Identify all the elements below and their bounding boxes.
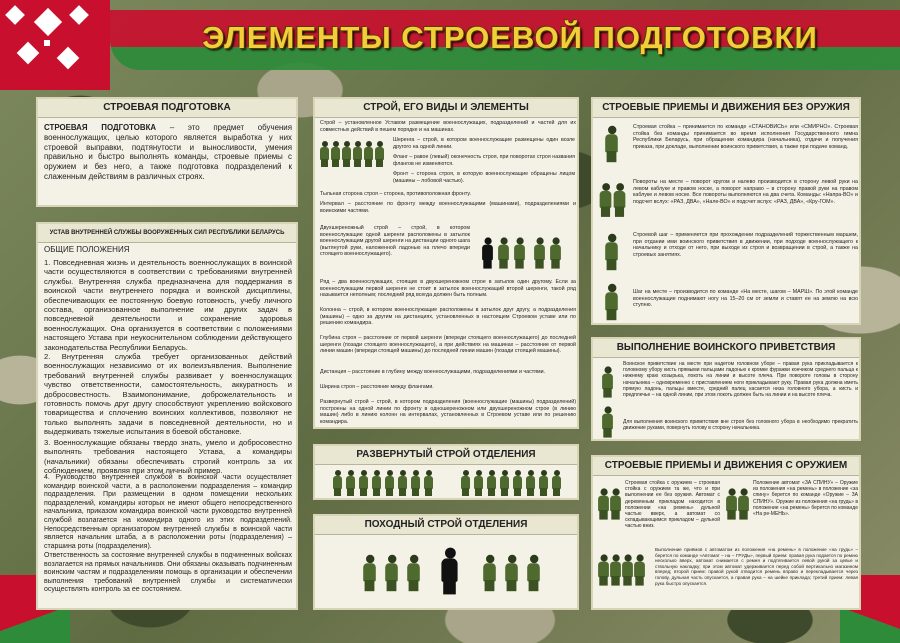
soldier-icon	[364, 141, 373, 167]
panel-title: ПОХОДНЫЙ СТРОЙ ОТДЕЛЕНИЯ	[315, 516, 577, 535]
soldier-icon	[385, 470, 394, 496]
soldier-icon	[514, 237, 525, 268]
soldier-icon	[614, 183, 626, 217]
soldier-icon	[375, 141, 384, 167]
soldier-icon	[505, 555, 518, 591]
panel-formation-types	[313, 97, 579, 429]
text-step-in-place: Шаг на месте – производится по команде «На месте, шагом – МАРШ». По этой команде военнослужащие поднимают ногу на 15–20 см от земли и ставят ее на землю на всю ступню.	[633, 289, 858, 308]
soldier-icon	[550, 237, 561, 268]
panel-title: ВЫПОЛНЕНИЕ ВОИНСКОГО ПРИВЕТСТВИЯ	[593, 339, 859, 358]
soldier-icon	[539, 470, 548, 496]
soldier-icon	[527, 555, 540, 591]
soldier-icon	[407, 555, 420, 591]
soldier-icon	[372, 470, 381, 496]
soldier-with-rifle-icon	[726, 488, 737, 519]
soldier-with-rifle-icon	[634, 554, 645, 585]
belarus-ornament-icon	[0, 0, 110, 90]
soldier-icon	[346, 470, 355, 496]
deployed-figures	[333, 470, 573, 498]
rank-figures	[320, 141, 388, 169]
section-subtitle: ОБЩИЕ ПОЛОЖЕНИЯ	[44, 245, 130, 254]
soldier-with-rifle-icon	[622, 554, 633, 585]
paragraph-1: 1. Повседневная жизнь и деятельность военнослужащих в воинской части осуществляются в соответствии с требованиями внутренней службы. Внутренняя служба предназначена для поддержания в воинской части внутреннего порядка и воинской дисциплины, обеспечивающих ее постоянную боевую готовность, учебу личного состава, организованное выполнение им других задач в повседневной деятельности и сохранение здоровья военнослужащих. Она организуется в соответствии с положениями настоящего Устава при неукоснительном соблюдении действующего законодательства Республики Беларусь.	[44, 258, 292, 352]
soldier-icon	[363, 555, 376, 591]
text-depth: Глубина строя – расстояние от первой шеренги (впереди стоящего военнослужащего) до последней шеренги (позади стоящего военнослужащего), а при действиях на машинах – расстояние от первой линии машин (впереди стоящей машины) до последней линии машин (позади стоящей машины).	[320, 335, 576, 354]
poster-title: ЭЛЕМЕНТЫ СТРОЕВОЙ ПОДГОТОВКИ	[202, 20, 818, 55]
text-rank: Шеренга – строй, в котором военнослужащие размещены один возле другого на одной линии.	[393, 137, 575, 150]
soldier-icon	[424, 470, 433, 496]
soldier-with-rifle-icon	[598, 488, 609, 519]
soldier-icon	[552, 470, 561, 496]
text-rear-side: Тыльная сторона строя – сторона, противоположная фронту.	[320, 191, 471, 197]
text-row: Ряд – два военнослужащих, стоящих в двухшереножном строе в затылок один другому. Если за военнослужащим первой шеренги не стоит в затылок военнослужащий второй шеренги, такой ряд называется неполным; последний ряд всегда должен быть полным.	[320, 279, 576, 298]
text-double-rank: Двухшереножный строй – строй, в котором военнослужащие одной шеренги расположены в затылок военнослужащим другой шеренги на дистанции одного шага (вытянутой руки, наложенной ладонью на плечо впереди стоящего военнослужащего).	[320, 225, 470, 257]
panel-deployed-formation	[313, 444, 579, 500]
soldier-icon	[333, 470, 342, 496]
soldier-icon	[320, 141, 329, 167]
soldier-icon	[534, 237, 545, 268]
soldier-icon	[441, 548, 457, 595]
paragraph-2: 2. Внутренняя служба требует организованных действий военнослужащих независимо от их волеизъявления. Выполнение требований внутренней службы развивает у военнослужащих чувство ответственности, самостоятельность, аккуратность и добросовестность. Взаимопонимание, доброжелательность и готовность помочь друг другу способствуют укреплению войскового товарищества и сплочению воинских коллективов, позволяют не только выполнять задачи в повседневной деятельности, но и выдерживать тяжелые испытания в боевой обстановке.	[44, 352, 292, 437]
soldier-with-rifle-icon	[738, 488, 749, 519]
soldier-icon	[600, 183, 612, 217]
text-column: Колонна – строй, в котором военнослужащие расположены в затылок друг другу, а подразделения (машины) – одно за другим на дистанциях, установленных в настоящем Строевом уставе или по решению командира.	[320, 307, 576, 326]
soldier-icon	[359, 470, 368, 496]
paragraph-4: 4. Руководство внутренней службой в воинской части осуществляет командир воинской части, а в расположении подразделения – командир подразделения. При размещении в одном помещении нескольких подразделений, командиры которых не имеют общего непосредственного начальника, приказом командира воинской части руководство внутренней службой возлагается на командира одного из этих подразделений. Непосредственным организатором внутренней службы в воинской части является начальник штаба, а в расположении роты (подразделения) – старшина роты (подразделения).	[44, 474, 292, 550]
soldier-icon	[385, 555, 398, 591]
panel-march-formation	[313, 514, 579, 610]
soldier-icon	[500, 470, 509, 496]
soldier-icon	[605, 284, 618, 320]
term-bold: СТРОЕВАЯ ПОДГОТОВКА	[44, 123, 157, 132]
text-deployed: Развернутый строй – строй, в котором подразделения (военнослужащие (машины) подразделений) построены на одной линии по фронту в одношереножном или двухшереножном строе (в линию машин) либо в линию колонн на интервалах, установленных в Строевом уставе или по решению командира.	[320, 399, 576, 425]
panel-title: УСТАВ ВНУТРЕННЕЙ СЛУЖБЫ ВООРУЖЕННЫХ СИЛ РЕСПУБЛИКИ БЕЛАРУСЬ	[38, 224, 296, 243]
panel-title: СТРОЙ, ЕГО ВИДЫ И ЭЛЕМЕНТЫ	[315, 99, 577, 118]
text-distance: Дистанция – расстояние в глубину между военнослужащими, подразделениями и частями.	[320, 369, 546, 375]
text-width: Ширина строя – расстояние между флангами.	[320, 384, 434, 390]
text-weapon-on-chest: Выполнение приёмов с автоматом из положения «на ремень» в положение «на грудь» – берется по команде «Автомат – на – ГРУДЬ», первый прием: правая рука подается по ремню несколько вверх, автомат снимается с ремня и подтягивается левой рукой за цевье и ствольную накладку; при этом автомат удерживается перед собой вертикально магазином вперед; второй прием: правой рукой отводится ремень вправо и перекладывается через голову, дульная часть опускается, а правая рука – на шейке приклада; третий прием: левая рука быстро опускается.	[655, 547, 858, 586]
text-stance-with-weapon: Строевая стойка с оружием – строевая стойка с оружием та же, что и при выполнении ее без оружия. Автомат с деревянным прикладом находится в положении «на ремень» дульной частью вверх, а автомат со складывающимся прикладом – дульной частью вниз.	[625, 480, 720, 530]
panel-title: РАЗВЕРНУТЫЙ СТРОЙ ОТДЕЛЕНИЯ	[315, 446, 577, 465]
soldier-icon	[605, 234, 618, 270]
soldier-icon	[461, 470, 470, 496]
soldier-icon	[602, 366, 613, 397]
double-rank-figures	[483, 234, 573, 274]
panel-title: СТРОЕВЫЕ ПРИЕМЫ И ДВИЖЕНИЯ С ОРУЖИЕМ	[593, 457, 859, 476]
soldier-icon	[605, 126, 618, 162]
text-flank: Фланг – равое (левый) оконечность строя, при поворотах строя названия флангов не изменяются.	[393, 154, 575, 167]
panel-drill-training	[36, 97, 298, 207]
march-figures	[365, 544, 565, 604]
text-salute-with-cap: Воинское приветствие на месте при надетом головном уборе – правая рука прикладывается к головному убору кисть прямыми пальцами ладонью к кромке фуражки кончиком среднего пальца к нижнему краю козырька, локоть на линии и высоте плеча. При повороте головы в сторону начальника – одновременно с приставлением ноги прикладывают руку. Правая рука должна иметь прямую ладонь, пальцы вместе, средний палец касается низа головного убора, а кисть и предплечье – на одной линии, при этом локоть должен быть на линии и на высоте плеча.	[623, 361, 858, 399]
panel-drill-without-weapon	[591, 97, 861, 325]
soldier-icon	[353, 141, 362, 167]
soldier-icon	[411, 470, 420, 496]
panel-title: СТРОЕВАЯ ПОДГОТОВКА	[38, 99, 296, 118]
soldier-icon	[331, 141, 340, 167]
panel-military-salute	[591, 337, 861, 441]
soldier-icon	[483, 555, 496, 591]
paragraph-3: 3. Военнослужащие обязаны твердо знать, умело и добросовестно выполнять требования настоящего Устава, а командиры (начальники) обязаны обеспечивать строгий контроль за их соблюдением, проявляя при этом личный пример.	[44, 438, 292, 476]
soldier-icon	[487, 470, 496, 496]
text-drill-step: Строевой шаг – применяется при прохождении подразделений торжественным маршем, при отдании ими воинского приветствия в движении, при подходе военнослужащего к начальнику и отходе от него, при выходе из строя и возвращении в строй, а также на строевых занятиях.	[633, 232, 858, 258]
soldier-icon	[526, 470, 535, 496]
panel-title: СТРОЕВЫЕ ПРИЕМЫ И ДВИЖЕНИЯ БЕЗ ОРУЖИЯ	[593, 99, 859, 118]
soldier-icon	[474, 470, 483, 496]
panel-internal-service-charter	[36, 222, 298, 610]
text-salute-without-cap: Для выполнения воинского приветствия вне строя без головного убора в необходимо прекратить движение руками, повернуть голову в сторону начальника.	[623, 419, 858, 432]
text-formation: Строй – установленное Уставом размещение военнослужащих, подразделений и частей для их совместных действий в пешем порядке и на машинах.	[320, 120, 576, 133]
text-interval: Интервал – расстояние по фронту между военнослужащими (машинами), подразделениями и воинскими частями.	[320, 201, 576, 214]
soldier-icon	[342, 141, 351, 167]
text-weapon-behind-back: Положение автомат «ЗА СПИНУ» – Оружие из положения «на ремень» в положение «за спину» берется по команде «Оружие – ЗА СПИНУ». Оружие из положения «на грудь» в положение «на ремень» берется по команде «На ре-МЕНЬ».	[753, 480, 858, 518]
soldier-icon	[513, 470, 522, 496]
soldier-with-rifle-icon	[598, 554, 609, 585]
soldier-icon	[482, 237, 493, 268]
panel-text	[44, 123, 292, 182]
text-front: Фронт – сторона строя, в которую военнослужащие обращены лицом (машины – лобовой частью).	[393, 171, 575, 184]
soldier-icon	[602, 406, 613, 437]
text-turns: Повороты на месте – поворот кругом и налево производится в сторону левой руки на левом каблуке и правом носке, а поворот направо – в сторону правой руки на правом каблуке и левом носке. Все повороты выполняются на два счета. Команды: «Напра-ВО» и подсчет вслух: «РАЗ, ДВА», «Нале-ВО» и подсчет вслух: «РАЗ, ДВА», «Кру-ГОМ».	[633, 179, 858, 205]
soldier-with-rifle-icon	[610, 554, 621, 585]
soldier-icon	[398, 470, 407, 496]
soldier-with-rifle-icon	[610, 488, 621, 519]
soldier-icon	[498, 237, 509, 268]
term-definition: – это предмет обучения военнослужащих, целью которого является выработка у них строевой выправки, подтянутости и выносливости, умения правильно и быстро выполнять команды, строевые приемы с оружием и без него, а также подготовка подразделений к слаженным действиям в различных строях.	[44, 123, 292, 181]
text-drill-stance: Строевая стойка – принимается по команде «СТАНОВИСЬ» или «СМИРНО». Строевая стойка без команды принимается во время исполнения Государственного гимна Республики Беларусь, при обращении командира (начальника), отдачи и получения приказа, при докладе, выполнении воинского приветствия, а также при подаче команд.	[633, 124, 858, 150]
panel-drill-with-weapon	[591, 455, 861, 610]
paragraph-5: Ответственность за состояние внутренней службы в подчиненных войсках возлагается на прямых начальников. Они обязаны оказывать подчиненным воинским частям и подразделениям помощь в организации и обеспечении выполнения требований внутренней службы и систематически осуществлять контроль за ее состоянием.	[44, 552, 292, 594]
